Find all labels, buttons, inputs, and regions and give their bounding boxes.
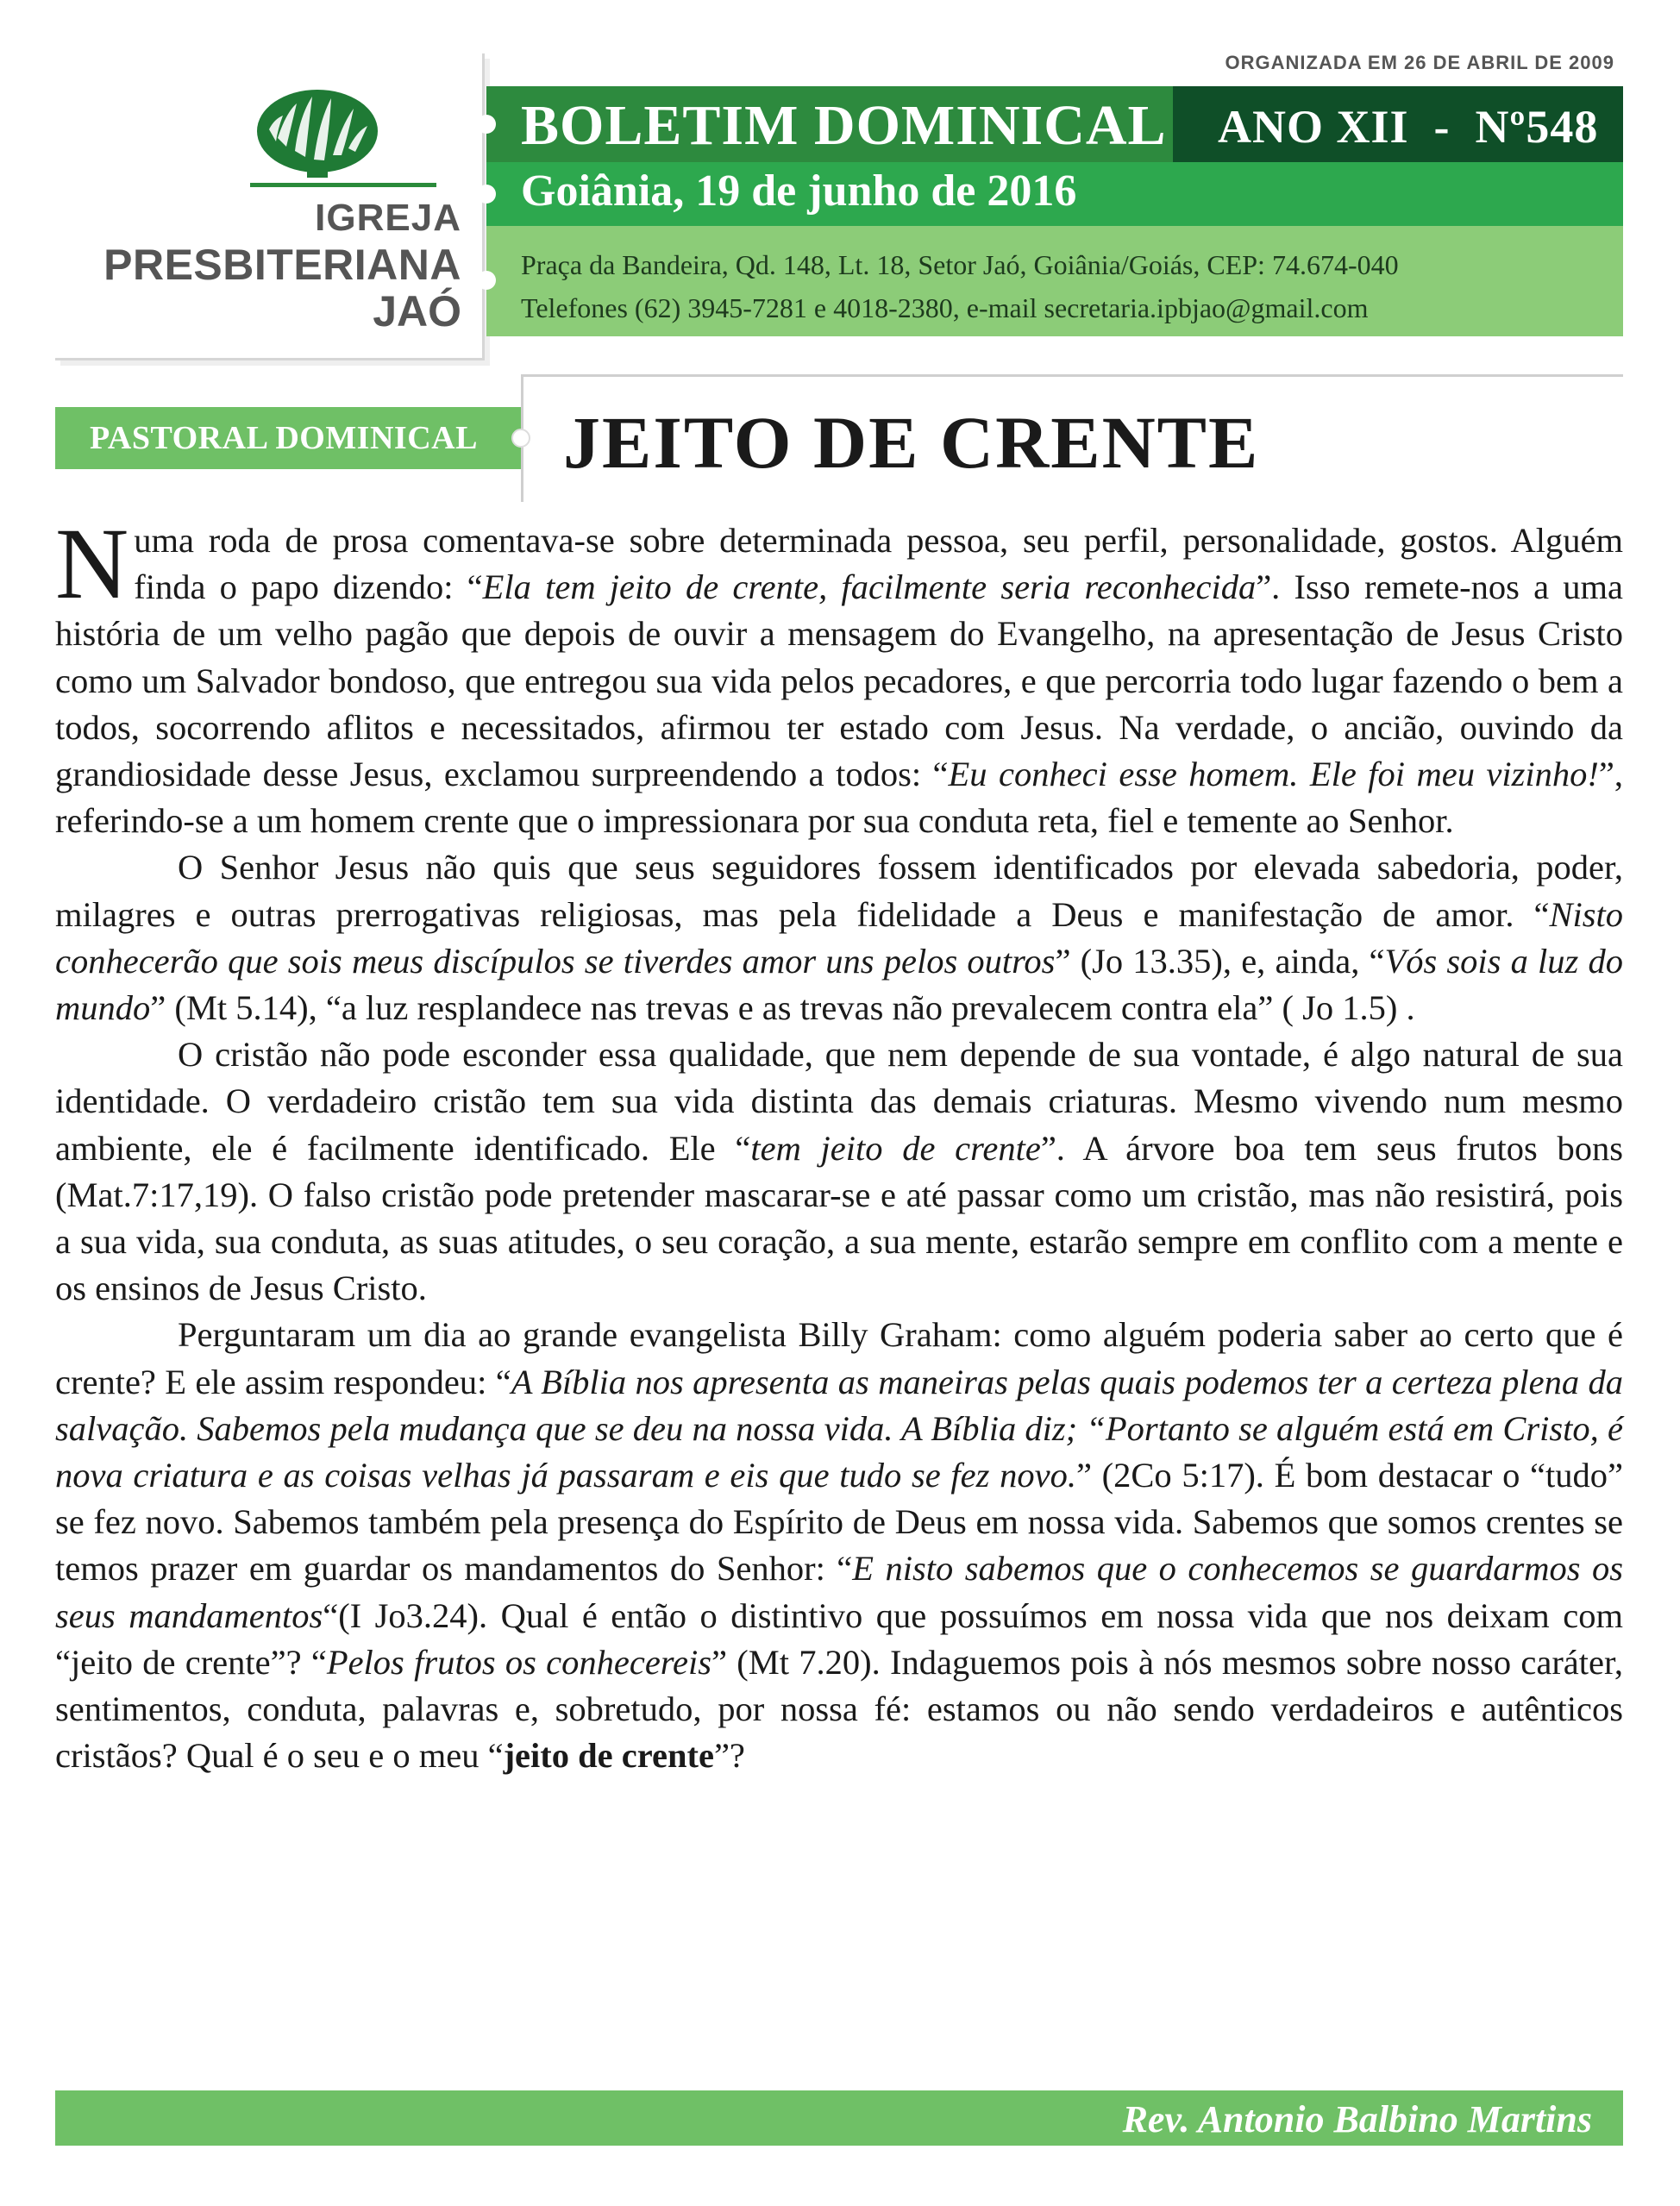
logo-line-jao: JAÓ bbox=[373, 287, 461, 335]
heading-bullet bbox=[511, 429, 530, 448]
paragraph-3: O cristão não pode esconder essa qualidade, que nem depende de sua vontade, é algo natural de sua identidade. O verdadeiro cristão tem sua vida distinta das demais criaturas. Mesmo vivendo num mesmo ambiente, ele é facilmente identificado. Ele “tem jeito de crente”. A árvore boa tem seus frutos bons (Mat.7:17,19). O falso cristão pode pretender mascarar-se e até passar como um cristão, mas não resistirá, pois a sua vida, sua conduta, as suas atitudes, o seu coração, a sua mente, estarão sempre em conflito com a mente e os ensinos de Jesus Cristo. bbox=[55, 1035, 1623, 1308]
logo-line-igreja: IGREJA bbox=[315, 197, 461, 239]
tree-icon bbox=[252, 78, 383, 181]
logo-divider bbox=[250, 183, 436, 187]
logo-line-presbiteriana: PRESBITERIANA bbox=[103, 241, 461, 289]
article-heading: JEITO DE CRENTE bbox=[563, 401, 1260, 484]
header-bullet bbox=[477, 271, 496, 290]
header-bullet bbox=[477, 185, 496, 204]
church-logo bbox=[55, 53, 485, 360]
phone-email-line: Telefones (62) 3945-7281 e 4018-2380, e-mail secretaria.ipbjao@gmail.com bbox=[521, 292, 1369, 323]
bulletin-date: Goiânia, 19 de junho de 2016 bbox=[521, 166, 1077, 216]
church-name bbox=[103, 195, 461, 335]
organized-date: ORGANIZADA EM 26 DE ABRIL DE 2009 bbox=[1225, 52, 1614, 73]
paragraph-2: O Senhor Jesus não quis que seus seguidores fossem identificados por elevada sabedoria, poder, milagres e outras prerrogativas religiosas, mas pela fidelidade a Deus e manifestação de amor. “Nisto conhecerão que sois meus discípulos se tiverdes amor uns pelos outros” (Jo 13.35), e, ainda, “Vós sois a luz do mundo” (Mt 5.14), “a luz resplandece nas trevas e as trevas não prevalecem contra ela” ( Jo 1.5) . bbox=[55, 848, 1623, 1028]
paragraph-4: Perguntaram um dia ao grande evangelista Billy Graham: como alguém poderia saber ao certo que é crente? E ele assim respondeu: “A Bíblia nos apresenta as maneiras pelas quais podemos ter a certeza plena da salvação. Sabemos pela mudança que se deu na nossa vida. A Bíblia diz; “Portanto se alguém está em Cristo, é nova criatura e as coisas velhas já passaram e eis que tudo se fez novo.” (2Co 5:17). É bom destacar o “tudo” se fez novo. Sabemos também pela presença do Espírito de Deus em nossa vida. Sabemos que somos crentes se temos prazer em guardar os mandamentos do Senhor: “E nisto sabemos que o conhecemos se guardarmos os seus mandamentos“(I Jo3.24). Qual é então o distintivo que possuímos em nossa vida que nos deixam com “jeito de crente”? “Pelos frutos os conhecereis” (Mt 7.20). Indaguemos pois à nós mesmos sobre nosso caráter, sentimentos, conduta, palavras e, sobretudo, por nossa fé: estamos ou não sendo verdadeiros e autênticos cristãos? Qual é o seu e o meu “jeito de crente”? bbox=[55, 1315, 1623, 1776]
paragraph-1: Numa roda de prosa comentava-se sobre determinada pessoa, seu perfil, personalidade, gostos. Alguém finda o papo dizendo: “Ela tem jeito de crente, facilmente seria reconhecida”. Isso remete-nos a uma história de um velho pagão que depois de ouvir a mensagem do Evangelho, na apresentação de Jesus Cristo como um Salvador bondoso, que entregou sua vida pelos pecadores, e que percorria todo lugar fazendo o bem a todos, socorrendo aflitos e necessitados, afirmou ter estado com Jesus. Na verdade, o ancião, ouvindo da grandiosidade desse Jesus, exclamou surpreendendo a todos: “Eu conheci esse homem. Ele foi meu vizinho!”, referindo-se a um homem crente que o impressionara por sua conduta reta, fiel e temente ao Senhor. bbox=[55, 507, 1624, 841]
article-body bbox=[55, 507, 1624, 1779]
issue-number: ANO XII - Nº548 bbox=[1218, 101, 1599, 153]
header-bullet bbox=[477, 115, 496, 134]
drop-cap: N bbox=[55, 507, 129, 620]
bulletin-title: BOLETIM DOMINICAL bbox=[521, 94, 1167, 157]
section-label bbox=[55, 407, 528, 469]
contact-info bbox=[521, 243, 1399, 329]
author-signature: Rev. Antonio Balbino Martins bbox=[1122, 2098, 1592, 2140]
article-heading-box bbox=[521, 374, 1623, 502]
address-line: Praça da Bandeira, Qd. 148, Lt. 18, Setor Jaó, Goiânia/Goiás, CEP: 74.674-040 bbox=[521, 249, 1399, 280]
section-label-text: PASTORAL DOMINICAL bbox=[90, 420, 478, 456]
signature-band bbox=[55, 2090, 1623, 2146]
